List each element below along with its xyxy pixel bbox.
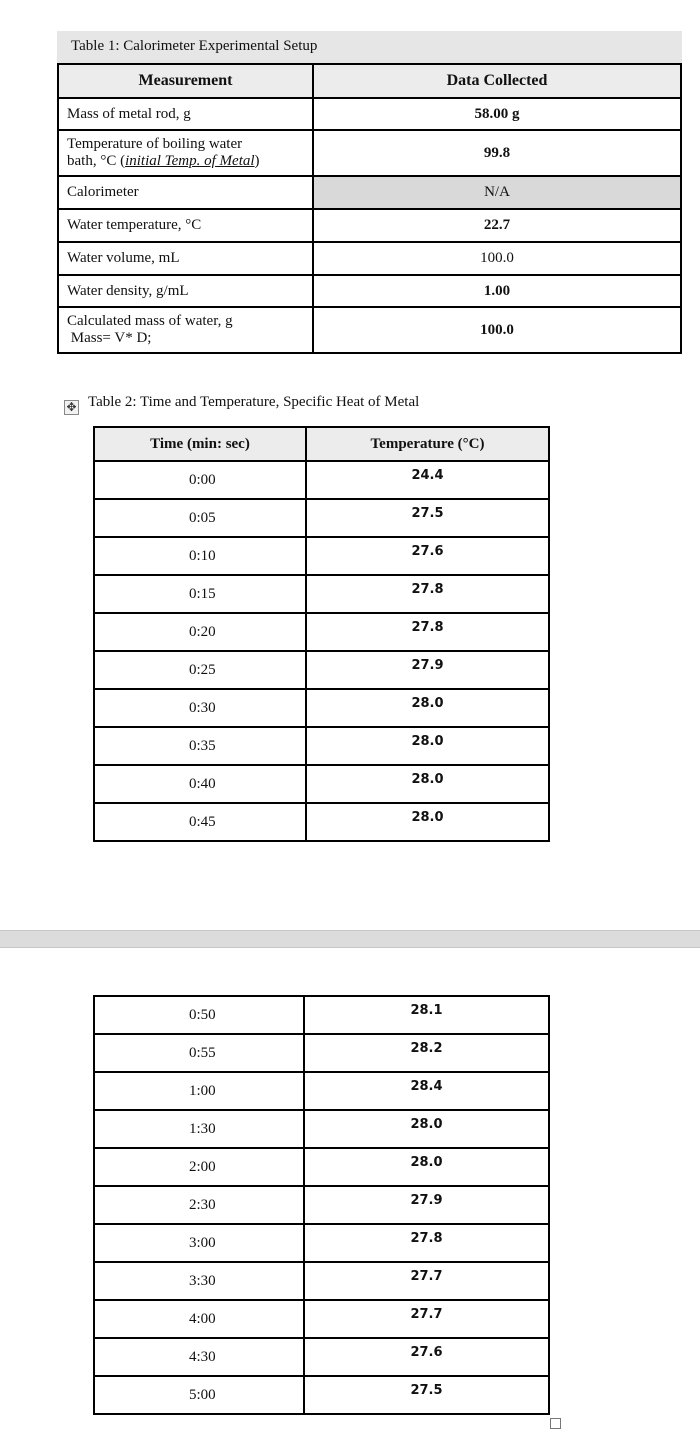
table2-row bbox=[94, 1300, 549, 1338]
time-cell: 2:30 bbox=[94, 1186, 304, 1224]
temperature-cell[interactable]: 27.6 bbox=[306, 537, 549, 575]
time-cell: 0:10 bbox=[94, 537, 306, 575]
table1-label-line: Mass= V* D; bbox=[67, 330, 152, 346]
table1-label-line: Calculated mass of water, g bbox=[67, 313, 233, 329]
table1-row bbox=[58, 307, 681, 353]
table1-label: Water temperature, °C bbox=[58, 209, 313, 242]
time-cell: 0:05 bbox=[94, 499, 306, 537]
temperature-cell[interactable]: 28.0 bbox=[304, 1148, 549, 1186]
time-cell: 4:00 bbox=[94, 1300, 304, 1338]
temperature-cell[interactable]: 27.7 bbox=[304, 1262, 549, 1300]
table1-value[interactable]: 99.8 bbox=[313, 130, 681, 176]
table1-header-measurement: Measurement bbox=[58, 64, 313, 98]
table2-row bbox=[94, 461, 549, 499]
time-cell: 0:30 bbox=[94, 689, 306, 727]
table1-label-line: Temperature of boiling water bbox=[67, 136, 243, 152]
table1-label-emphasis: initial Temp. of Metal bbox=[125, 153, 255, 169]
temperature-cell[interactable]: 28.0 bbox=[304, 1110, 549, 1148]
table1-value[interactable]: 100.0 bbox=[313, 242, 681, 275]
time-cell: 0:50 bbox=[94, 996, 304, 1034]
temperature-cell[interactable]: 27.9 bbox=[306, 651, 549, 689]
table1-row bbox=[58, 130, 681, 176]
temperature-cell[interactable]: 28.0 bbox=[306, 689, 549, 727]
time-cell: 0:00 bbox=[94, 461, 306, 499]
time-cell: 0:45 bbox=[94, 803, 306, 841]
time-cell: 0:15 bbox=[94, 575, 306, 613]
table1-label: Calorimeter bbox=[58, 176, 313, 209]
table2-row bbox=[94, 1110, 549, 1148]
table1-label-text: ) bbox=[254, 153, 260, 169]
time-cell: 2:00 bbox=[94, 1148, 304, 1186]
table1-label: Water density, g/mL bbox=[58, 275, 313, 307]
table2-caption: Table 2: Time and Temperature, Specific Heat of Metal bbox=[88, 394, 420, 410]
time-cell: 5:00 bbox=[94, 1376, 304, 1414]
table1-header-data: Data Collected bbox=[313, 64, 681, 98]
table1-label bbox=[58, 130, 313, 176]
table1-label-line bbox=[67, 153, 312, 170]
table1-label: Water volume, mL bbox=[58, 242, 313, 275]
table1-header-row bbox=[58, 64, 681, 98]
table2-page2-body bbox=[94, 996, 549, 1414]
table2-row bbox=[94, 765, 549, 803]
page-break bbox=[0, 930, 700, 948]
table2-row bbox=[94, 996, 549, 1034]
table1-row bbox=[58, 209, 681, 242]
table2-row bbox=[94, 727, 549, 765]
table1-value[interactable]: N/A bbox=[313, 176, 681, 209]
temperature-cell[interactable]: 27.5 bbox=[306, 499, 549, 537]
table2-page1-body bbox=[94, 461, 549, 841]
time-cell: 1:30 bbox=[94, 1110, 304, 1148]
time-cell: 0:35 bbox=[94, 727, 306, 765]
table2-header-row bbox=[94, 427, 549, 461]
temperature-cell[interactable]: 28.1 bbox=[304, 996, 549, 1034]
time-cell: 4:30 bbox=[94, 1338, 304, 1376]
time-cell: 1:00 bbox=[94, 1072, 304, 1110]
table1-label bbox=[58, 307, 313, 353]
temperature-cell[interactable]: 28.0 bbox=[306, 803, 549, 841]
temperature-cell[interactable]: 27.5 bbox=[304, 1376, 549, 1414]
table1-row bbox=[58, 176, 681, 209]
temperature-cell[interactable]: 28.0 bbox=[306, 727, 549, 765]
table1-row bbox=[58, 98, 681, 130]
table1-row bbox=[58, 275, 681, 307]
table2-row bbox=[94, 1224, 549, 1262]
table2-row bbox=[94, 613, 549, 651]
table1-value[interactable]: 58.00 g bbox=[313, 98, 681, 130]
temperature-cell[interactable]: 27.7 bbox=[304, 1300, 549, 1338]
table2-row bbox=[94, 537, 549, 575]
temperature-cell[interactable]: 28.0 bbox=[306, 765, 549, 803]
temperature-cell[interactable]: 24.4 bbox=[306, 461, 549, 499]
temperature-cell[interactable]: 28.4 bbox=[304, 1072, 549, 1110]
table1-label-text: bath, °C ( bbox=[67, 153, 126, 169]
time-cell: 3:30 bbox=[94, 1262, 304, 1300]
table-move-icon[interactable]: ✥ bbox=[64, 400, 79, 415]
table1-value[interactable]: 1.00 bbox=[313, 275, 681, 307]
temperature-cell[interactable]: 27.8 bbox=[306, 613, 549, 651]
table1-label: Mass of metal rod, g bbox=[58, 98, 313, 130]
table2-row bbox=[94, 651, 549, 689]
temperature-cell[interactable]: 27.6 bbox=[304, 1338, 549, 1376]
table2-header-temp: Temperature (°C) bbox=[306, 427, 549, 461]
table2-row bbox=[94, 575, 549, 613]
table1 bbox=[57, 63, 682, 354]
temperature-cell[interactable]: 27.8 bbox=[306, 575, 549, 613]
time-cell: 0:20 bbox=[94, 613, 306, 651]
table1-value[interactable]: 100.0 bbox=[313, 307, 681, 353]
table2-header-time: Time (min: sec) bbox=[94, 427, 306, 461]
table2-row bbox=[94, 1338, 549, 1376]
temperature-cell[interactable]: 28.2 bbox=[304, 1034, 549, 1072]
table2-row bbox=[94, 1262, 549, 1300]
table-resize-icon[interactable] bbox=[550, 1418, 561, 1429]
time-cell: 3:00 bbox=[94, 1224, 304, 1262]
temperature-cell[interactable]: 27.8 bbox=[304, 1224, 549, 1262]
table2-row bbox=[94, 1034, 549, 1072]
time-cell: 0:55 bbox=[94, 1034, 304, 1072]
table2-row bbox=[94, 803, 549, 841]
table2-row bbox=[94, 1072, 549, 1110]
table2-page2 bbox=[93, 995, 550, 1415]
table1-caption: Table 1: Calorimeter Experimental Setup bbox=[71, 38, 318, 54]
table2-row bbox=[94, 1148, 549, 1186]
table2-page1 bbox=[93, 426, 550, 842]
table2-row bbox=[94, 499, 549, 537]
time-cell: 0:25 bbox=[94, 651, 306, 689]
table1-value[interactable]: 22.7 bbox=[313, 209, 681, 242]
table2-row bbox=[94, 1376, 549, 1414]
table2-row bbox=[94, 1186, 549, 1224]
temperature-cell[interactable]: 27.9 bbox=[304, 1186, 549, 1224]
table1-row bbox=[58, 242, 681, 275]
table2-row bbox=[94, 689, 549, 727]
time-cell: 0:40 bbox=[94, 765, 306, 803]
